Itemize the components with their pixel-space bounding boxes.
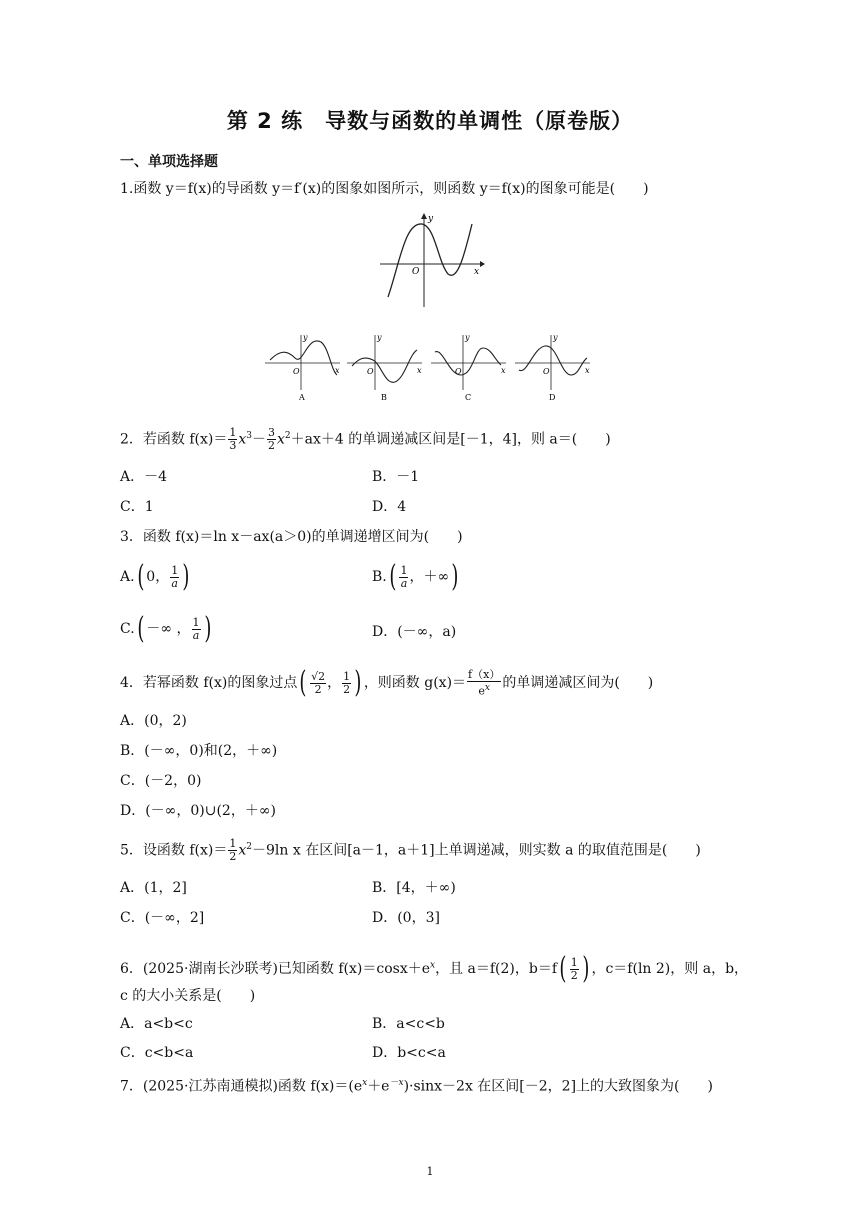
q4-option-b: B．(－∞，0)和(2，＋∞) — [120, 743, 278, 759]
page-title: 第 2 练 导数与函数的单调性（原卷版） — [226, 109, 634, 133]
svg-text:y: y — [465, 333, 470, 342]
q5-option-d: D．(0，3] — [372, 910, 440, 926]
svg-text:x: x — [335, 366, 340, 375]
graph-label-b: B — [381, 393, 387, 402]
svg-text:O: O — [367, 367, 374, 376]
question-3-text: 3．函数 f(x)＝ln x－ax(a＞0)的单调递增区间为( ) — [120, 529, 463, 545]
q2-option-b: B．－1 — [372, 469, 420, 485]
page-number: 1 — [426, 1165, 434, 1178]
svg-text:y: y — [377, 333, 382, 342]
q3-option-b: B.( $\frac{1}{a}$ ，＋∞) — [372, 559, 459, 594]
q6-option-a: A．a<b<c — [120, 1016, 193, 1032]
origin-label: O — [412, 267, 420, 277]
q4-option-c: C．(－2，0) — [120, 773, 202, 789]
q6-option-d: D．b<c<a — [372, 1045, 446, 1061]
q2-option-d: D．4 — [372, 499, 407, 515]
q3-option-c: C.( －∞ ， $\frac{1}{a}$ ) — [120, 611, 211, 646]
question-2-text: 2．若函数 f(x)＝ $\frac{1}{3}$ $x^3-$ $\frac{3}{2}$ $x^2+ax+4$ 的单调递减区间是[－1，4]，则 a＝( ) — [120, 426, 611, 453]
q2-option-a: A．－4 — [120, 469, 168, 485]
svg-text:y: y — [553, 333, 558, 342]
q5-option-a: A．(1，2] — [120, 880, 187, 896]
svg-text:y: y — [303, 333, 308, 342]
q3-option-a: A.( 0， $\frac{1}{a}$ ) — [120, 559, 190, 594]
q4-option-d: D．(－∞，0)∪(2，＋∞) — [120, 803, 276, 819]
q4-option-a: A．(0，2) — [120, 713, 187, 729]
question-5-text: 5．设函数 f(x)＝ $\frac{1}{2}$ $x^2-9\ln$ x 在区间[a－1，a＋1]上单调递减，则实数 a 的取值范围是( ) — [120, 837, 701, 864]
graph-label-d: D — [549, 393, 556, 402]
q6-option-b: B．a<c<b — [372, 1016, 445, 1032]
question-7-text: 7．(2025·江苏南通模拟)函数 $f(x)=(e^x+e^{-x})\cdot\sin x-2x$ 在区间[－2，2]上的大致图象为( ) — [120, 1078, 713, 1095]
question-4-text: 4．若幂函数 f(x)的图象过点( $\frac{√2}{2}$ ， $\frac{1}{2}$ ) ，则函数 g(x)＝ $\frac{f(x)}{e^x}$ 的单调递减区间为( ) — [120, 665, 654, 700]
graph-label-a: A — [299, 393, 305, 402]
q2-option-c: C．1 — [120, 499, 154, 515]
graph-option-d — [515, 333, 590, 402]
derivative-graph — [380, 212, 485, 307]
graph-option-b — [347, 333, 422, 402]
graph-option-c — [431, 333, 506, 402]
question-6-line-2: c 的大小关系是( ) — [120, 988, 256, 1004]
graph-label-c: C — [465, 393, 472, 402]
svg-text:O: O — [455, 367, 462, 376]
section-heading: 一、单项选择题 — [120, 154, 218, 170]
question-1-text: 1.函数 y＝f(x)的导函数 y＝f′(x)的图象如图所示，则函数 y＝f(x)的图象可能是( ) — [120, 181, 649, 197]
q6-option-c: C．c<b<a — [120, 1045, 194, 1061]
axis-label-x: x — [474, 267, 480, 277]
q5-option-c: C．(－∞，2] — [120, 910, 205, 926]
svg-text:O: O — [543, 367, 550, 376]
question-6-text: 6．(2025·湖南长沙联考)已知函数 $f(x)=\cos x+e^x$，且 a＝f(2)，b＝f( $\frac{1}{2}$ ) ，c＝f(ln 2)，则 a，b， — [120, 951, 749, 986]
graph-option-a — [265, 333, 340, 402]
svg-text:O: O — [293, 367, 300, 376]
svg-text:x: x — [501, 366, 506, 375]
option-graphs — [265, 330, 600, 405]
svg-text:x: x — [417, 366, 422, 375]
axis-label-y: y — [428, 214, 434, 224]
q5-option-b: B．[4，＋∞) — [372, 880, 456, 896]
q3-option-d: D．(－∞，a) — [372, 624, 457, 640]
svg-text:x: x — [585, 366, 590, 375]
